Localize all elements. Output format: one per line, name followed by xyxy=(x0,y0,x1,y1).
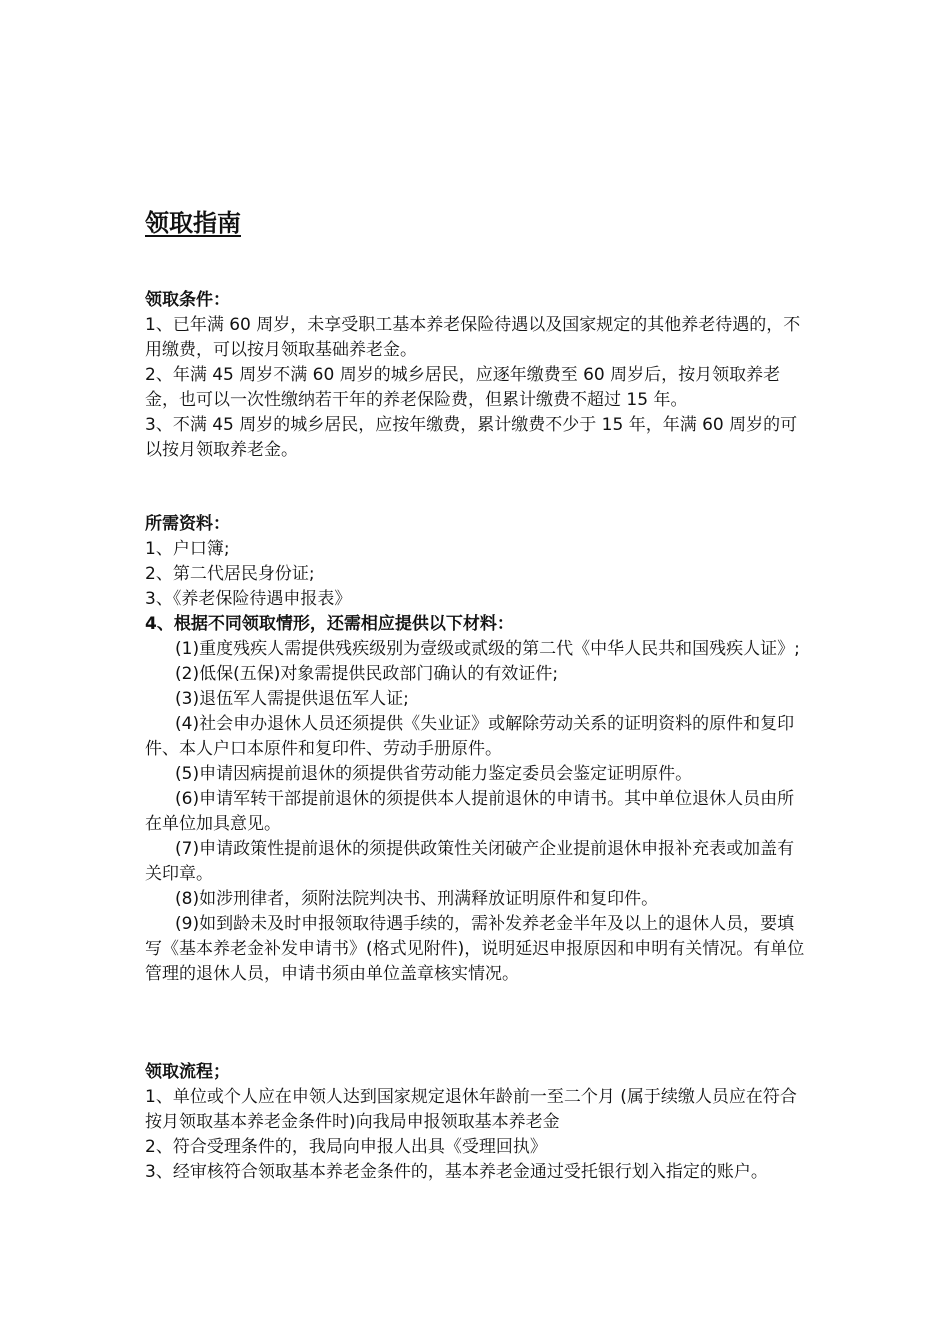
process-item: 3、经审核符合领取基本养老金条件的，基本养老金通过受托银行划入指定的账户。 xyxy=(145,1162,768,1182)
materials-section xyxy=(145,512,810,987)
page-title: 领取指南 xyxy=(145,209,241,237)
process-section xyxy=(145,1060,810,1185)
materials-subitem: (5)申请因病提前退休的须提供省劳动能力鉴定委员会鉴定证明原件。 xyxy=(175,764,693,784)
process-item: 1、单位或个人应在申领人达到国家规定退休年龄前一至二个月 (属于续缴人员应在符合按月领取基本养老金条件时)向我局申报领取基本养老金 xyxy=(145,1087,797,1132)
materials-subitem: (1)重度残疾人需提供残疾级别为壹级或贰级的第二代《中华人民共和国残疾人证》; xyxy=(175,639,800,659)
conditions-item: 2、年满 45 周岁不满 60 周岁的城乡居民，应逐年缴费至 60 周岁后，按月领取养老金，也可以一次性缴纳若干年的养老保险费，但累计缴费不超过 15 年。 xyxy=(145,365,781,410)
materials-item-4: 4、根据不同领取情形，还需相应提供以下材料： xyxy=(145,614,514,634)
conditions-item: 3、不满 45 周岁的城乡居民，应按年缴费，累计缴费不少于 15 年，年满 60 周岁的可以按月领取养老金。 xyxy=(145,415,798,460)
materials-subitem: (3)退伍军人需提供退伍军人证; xyxy=(175,689,409,709)
materials-item: 3、《养老保险待遇申报表》 xyxy=(145,589,352,609)
conditions-section xyxy=(145,288,810,463)
materials-item: 1、户口簿; xyxy=(145,539,230,559)
materials-item: 2、第二代居民身份证; xyxy=(145,564,315,584)
process-heading: 领取流程； xyxy=(145,1062,230,1082)
materials-subitem: (4)社会申办退休人员还须提供《失业证》或解除劳动关系的证明资料的原件和复印件、本人户口本原件和复印件、劳动手册原件。 xyxy=(145,714,795,759)
materials-heading: 所需资料： xyxy=(145,514,230,534)
materials-subitem: (8)如涉刑律者，须附法院判决书、刑满释放证明原件和复印件。 xyxy=(175,889,659,909)
materials-subitem: (7)申请政策性提前退休的须提供政策性关闭破产企业提前退休申报补充表或加盖有关印章。 xyxy=(145,839,795,884)
process-item: 2、符合受理条件的，我局向申报人出具《受理回执》 xyxy=(145,1137,547,1157)
conditions-heading: 领取条件： xyxy=(145,290,230,310)
conditions-item: 1、已年满 60 周岁，未享受职工基本养老保险待遇以及国家规定的其他养老待遇的，不用缴费，可以按月领取基础养老金。 xyxy=(145,315,801,360)
materials-subitem: (2)低保(五保)对象需提供民政部门确认的有效证件; xyxy=(175,664,559,684)
materials-subitem: (6)申请军转干部提前退休的须提供本人提前退休的申请书。其中单位退休人员由所在单位加具意见。 xyxy=(145,789,795,834)
materials-subitem: (9)如到龄未及时申报领取待遇手续的，需补发养老金半年及以上的退休人员，要填写《基本养老金补发申请书》(格式见附件)，说明延迟申报原因和申明有关情况。有单位管理的退休人员，申请书须由单位盖章核实情况。 xyxy=(145,914,805,984)
